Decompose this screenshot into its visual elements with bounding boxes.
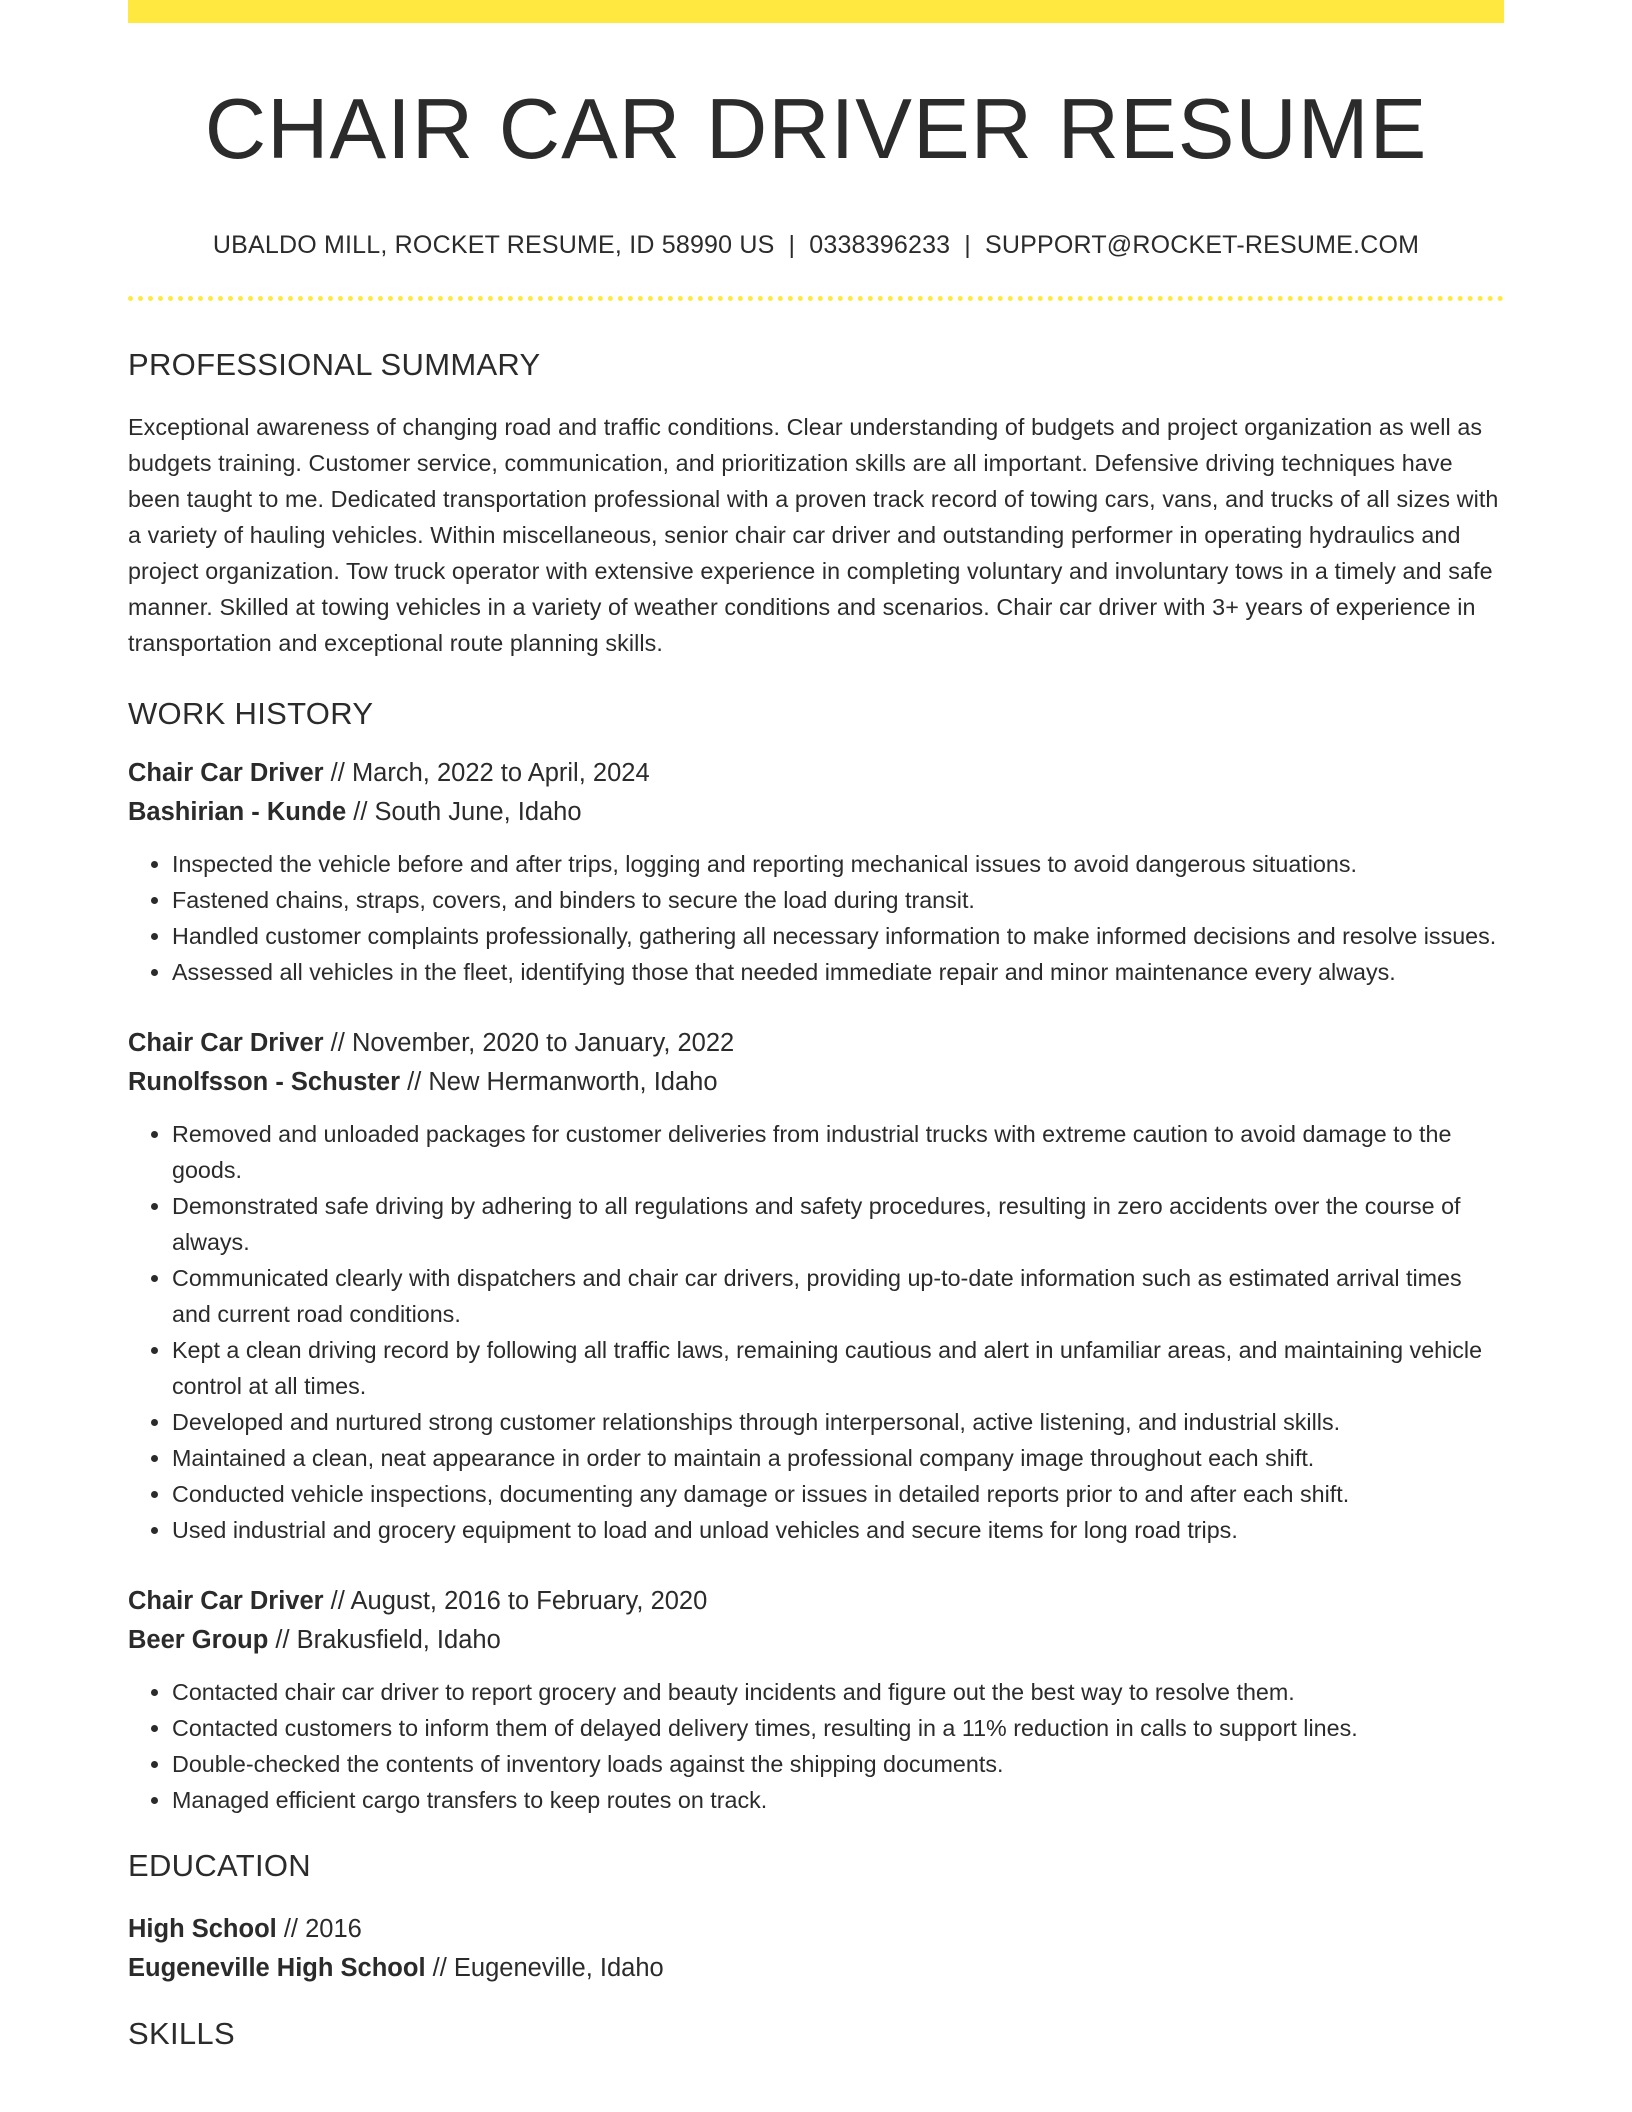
job-company: Bashirian - Kunde <box>128 797 347 826</box>
work-history-heading: WORK HISTORY <box>128 695 374 731</box>
summary-heading: PROFESSIONAL SUMMARY <box>128 346 541 382</box>
job-bullets <box>128 1674 1504 1818</box>
job-separator: // <box>323 758 352 787</box>
contact-separator: | <box>964 230 971 259</box>
education-degree: High School <box>128 1914 277 1943</box>
job-bullets <box>128 846 1504 990</box>
job-title-line <box>128 1024 1504 1063</box>
contact-line <box>128 231 1504 260</box>
job-separator: // <box>400 1067 429 1096</box>
job-title-line <box>128 754 1504 793</box>
job-entry <box>128 754 1504 990</box>
job-separator: // <box>323 1586 351 1615</box>
job-location: South June, Idaho <box>374 797 582 826</box>
list-item: • Maintained a clean, neat appearance in order to maintain a professional company image throughout each shift. <box>172 1440 1504 1476</box>
job-entry <box>128 1582 1504 1818</box>
job-dates: March, 2022 to April, 2024 <box>351 758 650 787</box>
job-dates: August, 2016 to February, 2020 <box>350 1586 708 1615</box>
dotted-divider <box>128 296 1504 301</box>
list-item: • Conducted vehicle inspections, documenting any damage or issues in detailed reports prior to and after each shift. <box>172 1476 1504 1512</box>
job-company: Runolfsson - Schuster <box>128 1067 401 1096</box>
list-item: • Used industrial and grocery equipment to load and unload vehicles and secure items for long road trips. <box>172 1512 1504 1548</box>
list-item: • Fastened chains, straps, covers, and binders to secure the load during transit. <box>172 882 1504 918</box>
job-title-line <box>128 1582 1504 1621</box>
job-location: Brakusfield, Idaho <box>296 1625 501 1654</box>
contact-separator: | <box>788 230 796 259</box>
education-separator: // <box>276 1914 306 1943</box>
job-title: Chair Car Driver <box>128 1586 324 1615</box>
job-separator: // <box>268 1625 297 1654</box>
education-school-line <box>128 1949 1504 1988</box>
list-item: • Contacted chair car driver to report grocery and beauty incidents and figure out the best way to resolve them. <box>172 1674 1504 1710</box>
list-item: • Assessed all vehicles in the fleet, identifying those that needed immediate repair and minor maintenance every always. <box>172 954 1504 990</box>
job-dates: November, 2020 to January, 2022 <box>351 1028 735 1057</box>
education-degree-line <box>128 1910 1504 1949</box>
list-item: • Kept a clean driving record by following all traffic laws, remaining cautious and alert in unfamiliar areas, and maintaining vehicle control at all times. <box>172 1332 1504 1404</box>
education-heading: EDUCATION <box>128 1847 311 1883</box>
list-item: • Communicated clearly with dispatchers and chair car drivers, providing up-to-date information such as estimated arrival times and current road conditions. <box>172 1260 1504 1332</box>
list-item: • Contacted customers to inform them of delayed delivery times, resulting in a 11% reduction in calls to support lines. <box>172 1710 1504 1746</box>
education-year: 2016 <box>305 1914 362 1943</box>
list-item: • Double-checked the contents of inventory loads against the shipping documents. <box>172 1746 1504 1782</box>
job-location: New Hermanworth, Idaho <box>428 1067 718 1096</box>
list-item: • Developed and nurtured strong customer relationships through interpersonal, active listening, and industrial skills. <box>172 1404 1504 1440</box>
job-title: Chair Car Driver <box>128 758 324 787</box>
contact-email: SUPPORT@ROCKET-RESUME.COM <box>985 230 1420 259</box>
job-separator: // <box>323 1028 352 1057</box>
education-school: Eugeneville High School <box>128 1953 426 1982</box>
job-company: Beer Group <box>128 1625 269 1654</box>
education-location: Eugeneville, Idaho <box>453 1953 664 1982</box>
job-bullets <box>128 1116 1504 1548</box>
education-entry <box>128 1910 1504 1988</box>
education-separator: // <box>425 1953 454 1982</box>
summary-text: Exceptional awareness of changing road and traffic conditions. Clear understanding of budgets and project organization as well as budgets training. Customer service, communication, and prioritization skills are all important. Defensive driving techniques have been taught to me. Dedicated transportation professional with a proven track record of towing cars, vans, and trucks of all sizes with a variety of hauling vehicles. Within miscellaneous, senior chair car driver and outstanding performer in operating hydraulics and project organization. Tow truck operator with extensive experience in completing voluntary and involuntary tows in a timely and safe manner. Skilled at towing vehicles in a variety of weather conditions and scenarios. Chair car driver with 3+ years of experience in transportation and exceptional route planning skills. <box>128 413 1499 656</box>
list-item: • Inspected the vehicle before and after trips, logging and reporting mechanical issues to avoid dangerous situations. <box>172 846 1504 882</box>
resume-page <box>128 0 1504 2052</box>
contact-address: UBALDO MILL, ROCKET RESUME, ID 58990 US <box>212 230 775 259</box>
page-title: CHAIR CAR DRIVER RESUME <box>204 82 1428 177</box>
skills-heading: SKILLS <box>128 2015 235 2051</box>
job-entry <box>128 1024 1504 1548</box>
list-item: • Removed and unloaded packages for customer deliveries from industrial trucks with extreme caution to avoid damage to the goods. <box>172 1116 1504 1188</box>
job-company-line <box>128 1063 1504 1102</box>
contact-phone: 0338396233 <box>809 230 951 259</box>
list-item: • Demonstrated safe driving by adhering to all regulations and safety procedures, resulting in zero accidents over the course of always. <box>172 1188 1504 1260</box>
accent-top-bar <box>128 0 1504 23</box>
job-title: Chair Car Driver <box>128 1028 324 1057</box>
job-company-line <box>128 793 1504 832</box>
list-item: • Handled customer complaints professionally, gathering all necessary information to make informed decisions and resolve issues. <box>172 918 1504 954</box>
list-item: • Managed efficient cargo transfers to keep routes on track. <box>172 1782 1504 1818</box>
job-company-line <box>128 1621 1504 1660</box>
job-separator: // <box>346 797 375 826</box>
